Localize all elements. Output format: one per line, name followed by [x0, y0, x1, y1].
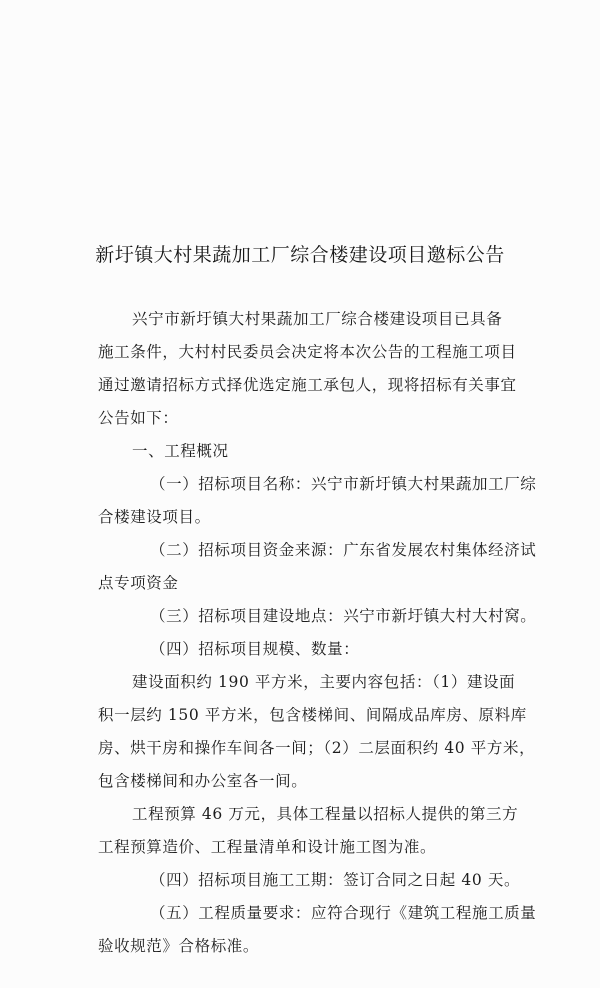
paragraph-line: （五）工程质量要求：应符合现行《建筑工程施工质量 — [150, 904, 537, 922]
paragraph-line: 验收规范》合格标准。 — [98, 937, 260, 955]
paragraph-line: 建设面积约 190 平方米，主要内容包括：（1）建设面 — [132, 673, 516, 691]
paragraph-line: 施工条件，大村村民委员会决定将本次公告的工程施工项目 — [98, 343, 517, 361]
paragraph-line: 积一层约 150 平方米，包含楼梯间、间隔成品库房、原料库 — [98, 706, 527, 724]
paragraph-line: 合楼建设项目。 — [98, 508, 211, 526]
paragraph-line: 包含楼梯间和办公室各一间。 — [98, 772, 308, 790]
paragraph-line: （二）招标项目资金来源：广东省发展农村集体经济试 — [150, 541, 537, 559]
paragraph-line: 点专项资金 — [98, 574, 179, 592]
paragraph-line: 通过邀请招标方式择优选定施工承包人，现将招标有关事宜 — [98, 376, 517, 394]
paragraph-line: （四）招标项目规模、数量： — [150, 640, 360, 658]
paragraph-line: 房、烘干房和操作车间各一间；（2）二层面积约 40 平方米， — [98, 739, 536, 757]
paragraph-line: （三）招标项目建设地点：兴宁市新圩镇大村大村窝。 — [150, 607, 537, 625]
paragraph-line: （四）招标项目施工工期：签订合同之日起 40 天。 — [150, 871, 521, 889]
paragraph-line: （一）招标项目名称：兴宁市新圩镇大村果蔬加工厂综 — [150, 475, 537, 493]
paragraph-line: 工程预算造价、工程量清单和设计施工图为准。 — [98, 838, 437, 856]
paragraph-line: 工程预算 46 万元，具体工程量以招标人提供的第三方 — [132, 805, 519, 823]
section-heading: 一、工程概况 — [132, 442, 229, 460]
paragraph-line: 公告如下： — [98, 409, 179, 427]
document-title: 新圩镇大村果蔬加工厂综合楼建设项目邀标公告 — [95, 244, 505, 266]
paragraph-line: 兴宁市新圩镇大村果蔬加工厂综合楼建设项目已具备 — [132, 310, 503, 328]
